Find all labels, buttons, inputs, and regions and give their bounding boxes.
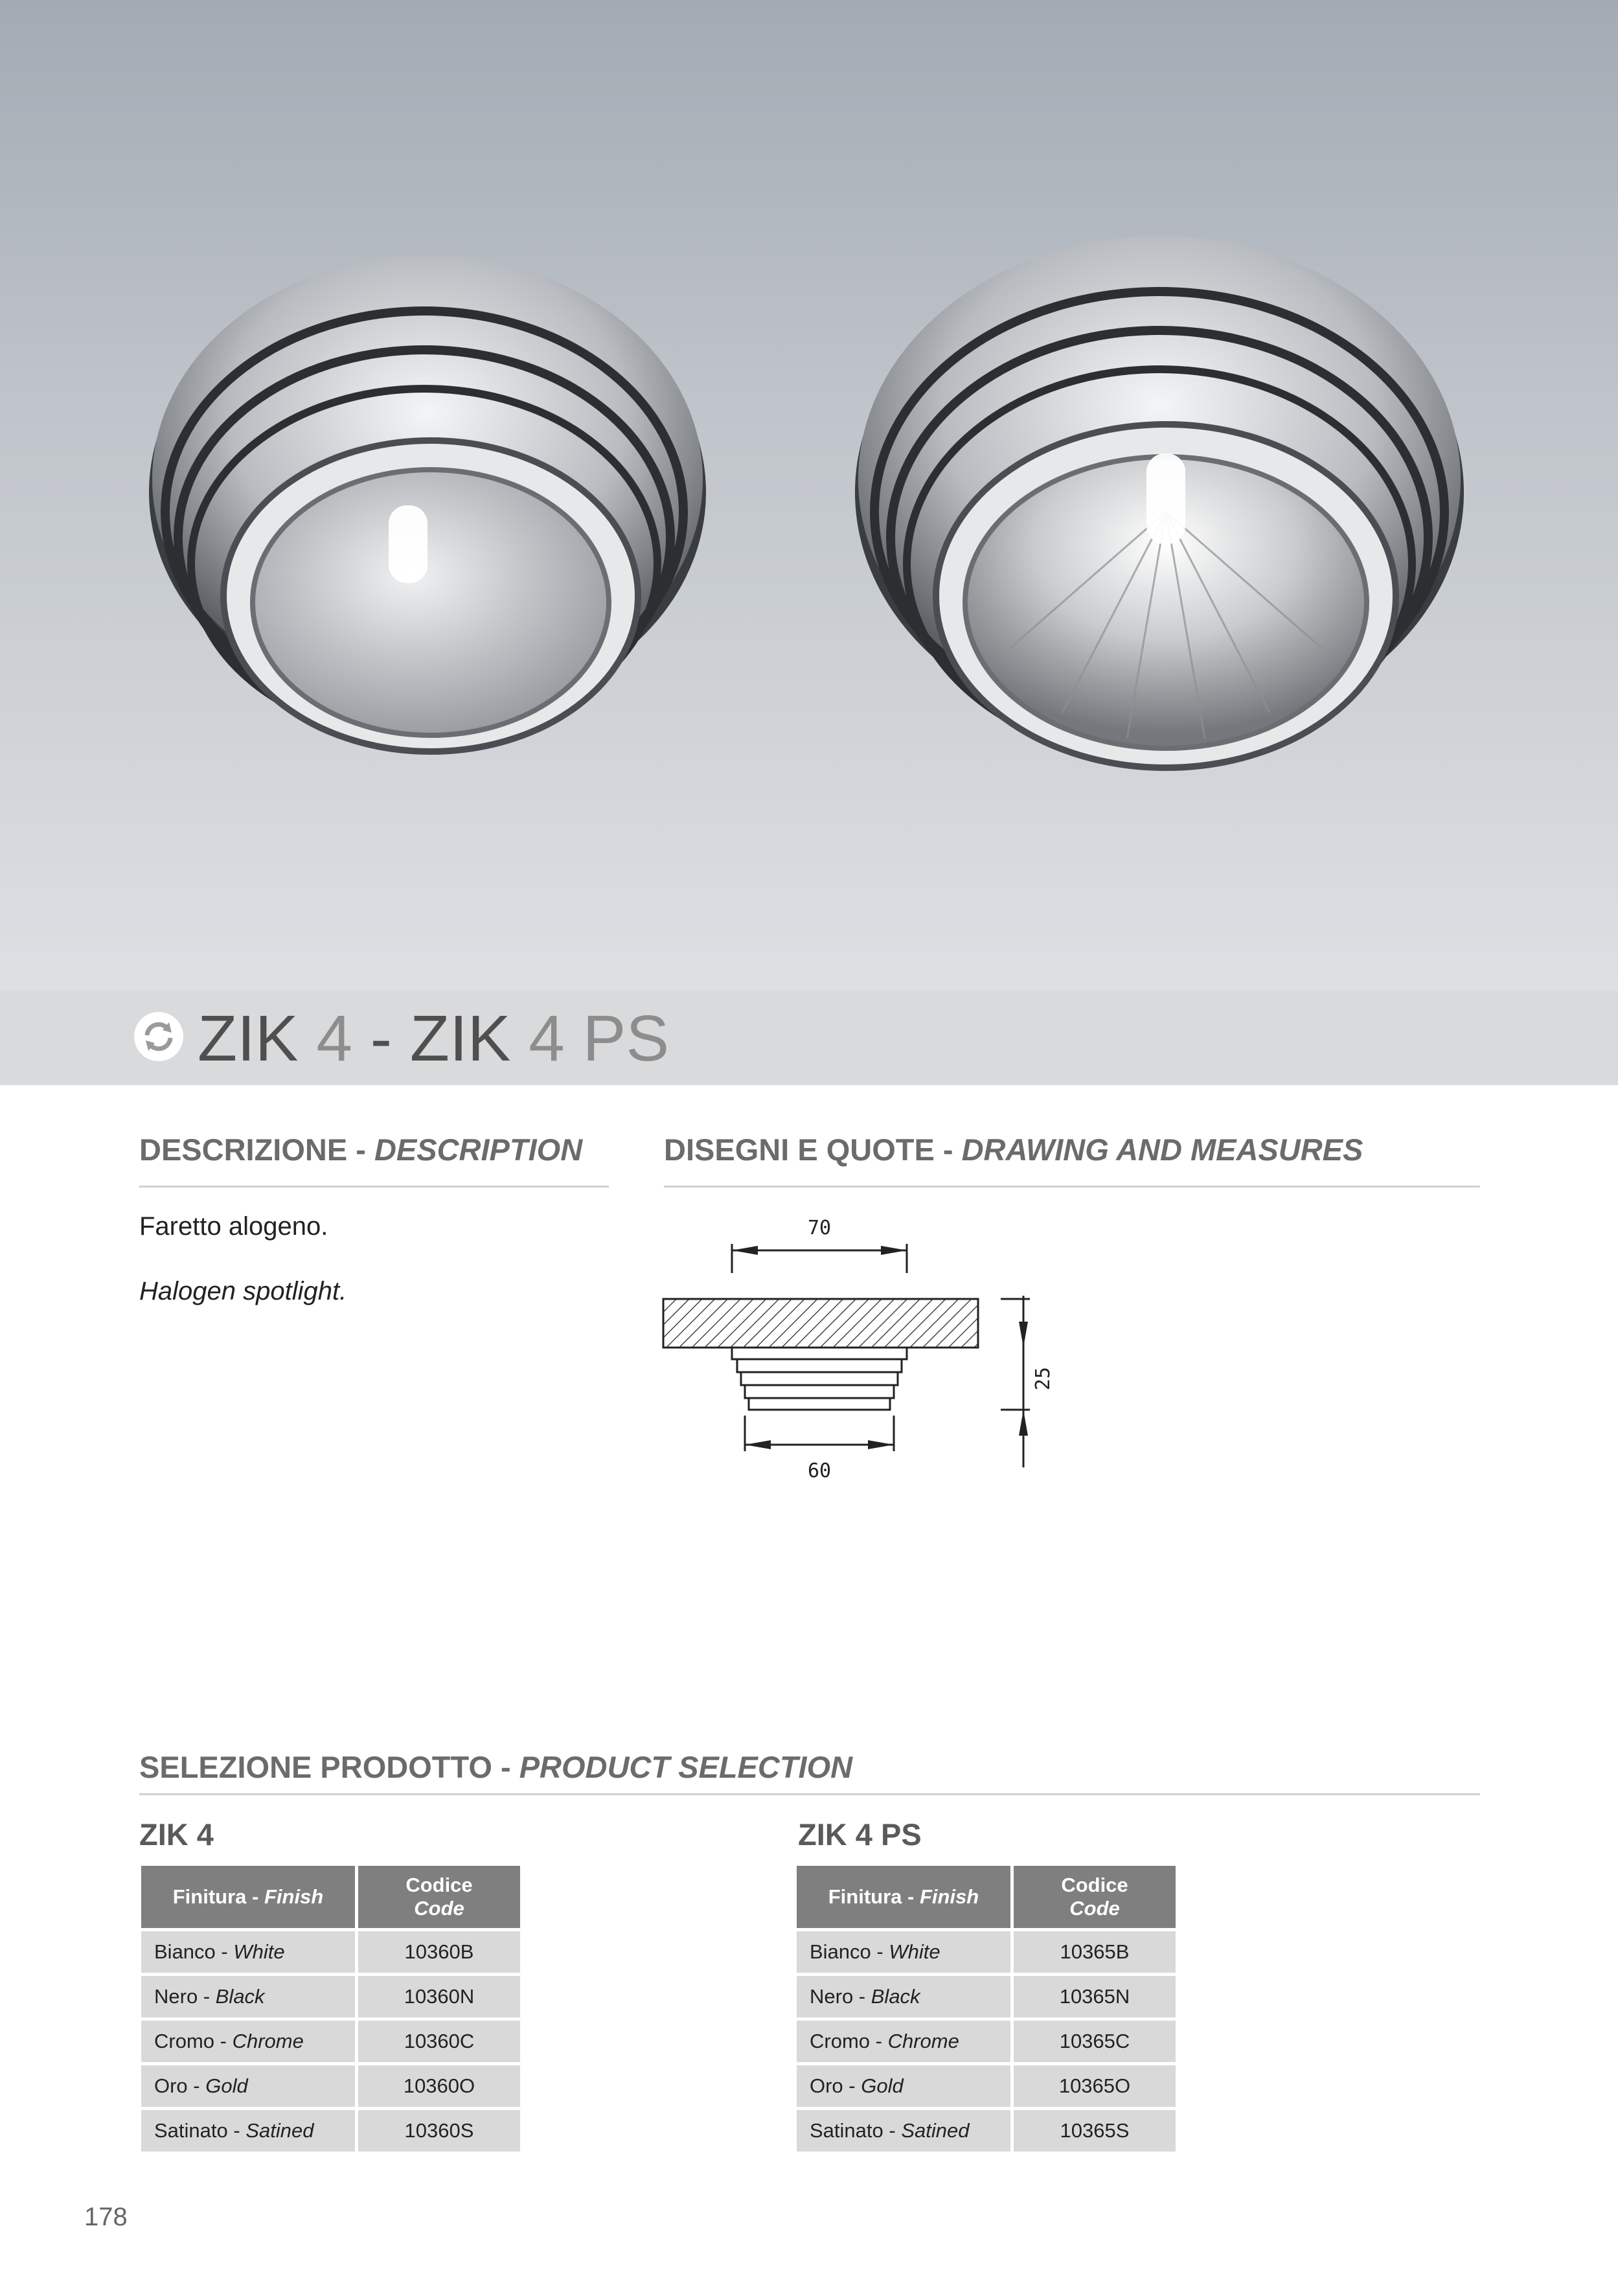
description-rule bbox=[139, 1186, 609, 1188]
finish-cell: Oro - Gold bbox=[797, 2065, 1010, 2107]
finish-cell: Cromo - Chrome bbox=[141, 2021, 355, 2062]
ceiling-section bbox=[663, 1299, 978, 1348]
code-cell: 10365B bbox=[1014, 1931, 1176, 1973]
code-cell: 10360O bbox=[358, 2065, 520, 2107]
finish-cell: Satinato - Satined bbox=[141, 2110, 355, 2152]
page-title: ZIK 4 - ZIK 4 PS bbox=[198, 1002, 670, 1075]
technical-drawing bbox=[661, 1211, 1075, 1497]
code-cell: 10360S bbox=[358, 2110, 520, 2152]
table-header-row bbox=[797, 1866, 1176, 1928]
description-text-en: Halogen spotlight. bbox=[139, 1277, 347, 1305]
code-cell: 10365N bbox=[1014, 1976, 1176, 2017]
description-text-it: Faretto alogeno. bbox=[139, 1212, 328, 1241]
table-row bbox=[797, 2021, 1176, 2062]
product-table-zik4ps bbox=[793, 1863, 1179, 2155]
code-cell: 10360N bbox=[358, 1976, 520, 2017]
finish-cell: Oro - Gold bbox=[141, 2065, 355, 2107]
product-table-zik4 bbox=[138, 1863, 523, 2155]
finish-cell: Nero - Black bbox=[797, 1976, 1010, 2017]
table-row bbox=[797, 2110, 1176, 2152]
zik4ps-lamp-image bbox=[855, 236, 1464, 768]
dimension-top bbox=[732, 1217, 907, 1273]
finish-cell: Bianco - White bbox=[141, 1931, 355, 1973]
code-cell: 10365O bbox=[1014, 2065, 1176, 2107]
table-header-row bbox=[141, 1866, 520, 1928]
product-photo bbox=[0, 0, 1618, 991]
dimension-bottom bbox=[745, 1416, 894, 1482]
page-number: 178 bbox=[84, 2203, 128, 2231]
col-code-header: Codice Code bbox=[1014, 1866, 1176, 1928]
table-row bbox=[141, 1976, 520, 2017]
dimension-height bbox=[1001, 1296, 1054, 1467]
finish-cell: Satinato - Satined bbox=[797, 2110, 1010, 2152]
zik4-lamp-image bbox=[149, 256, 706, 752]
table-row bbox=[797, 1976, 1176, 2017]
description-heading: DESCRIZIONE - DESCRIPTION bbox=[139, 1132, 583, 1167]
code-cell: 10360C bbox=[358, 2021, 520, 2062]
finish-cell: Cromo - Chrome bbox=[797, 2021, 1010, 2062]
selection-rule bbox=[139, 1793, 1480, 1795]
code-cell: 10365S bbox=[1014, 2110, 1176, 2152]
title-band bbox=[0, 991, 1618, 1085]
code-cell: 10360B bbox=[358, 1931, 520, 1973]
col-finish-header: Finitura - Finish bbox=[141, 1866, 355, 1928]
drawing-heading: DISEGNI E QUOTE - DRAWING AND MEASURES bbox=[664, 1132, 1363, 1167]
table-row bbox=[141, 1931, 520, 1973]
dim-height-label: 25 bbox=[1032, 1366, 1054, 1391]
col-finish-header: Finitura - Finish bbox=[797, 1866, 1010, 1928]
recycle-logo-icon bbox=[133, 1011, 185, 1062]
finish-cell: Bianco - White bbox=[797, 1931, 1010, 1973]
dim-top-label: 70 bbox=[807, 1217, 832, 1239]
table-row bbox=[141, 2065, 520, 2107]
table-row bbox=[141, 2021, 520, 2062]
table-zik4ps-title: ZIK 4 PS bbox=[798, 1817, 922, 1852]
selection-heading: SELEZIONE PRODOTTO - PRODUCT SELECTION bbox=[139, 1750, 853, 1784]
table-row bbox=[797, 1931, 1176, 1973]
col-code-header: Codice Code bbox=[358, 1866, 520, 1928]
table-row bbox=[797, 2065, 1176, 2107]
table-row bbox=[141, 2110, 520, 2152]
lamp-profile bbox=[732, 1348, 907, 1410]
finish-cell: Nero - Black bbox=[141, 1976, 355, 2017]
code-cell: 10365C bbox=[1014, 2021, 1176, 2062]
table-zik4-title: ZIK 4 bbox=[139, 1817, 214, 1852]
dim-bottom-label: 60 bbox=[807, 1460, 832, 1482]
drawing-rule bbox=[664, 1186, 1480, 1188]
